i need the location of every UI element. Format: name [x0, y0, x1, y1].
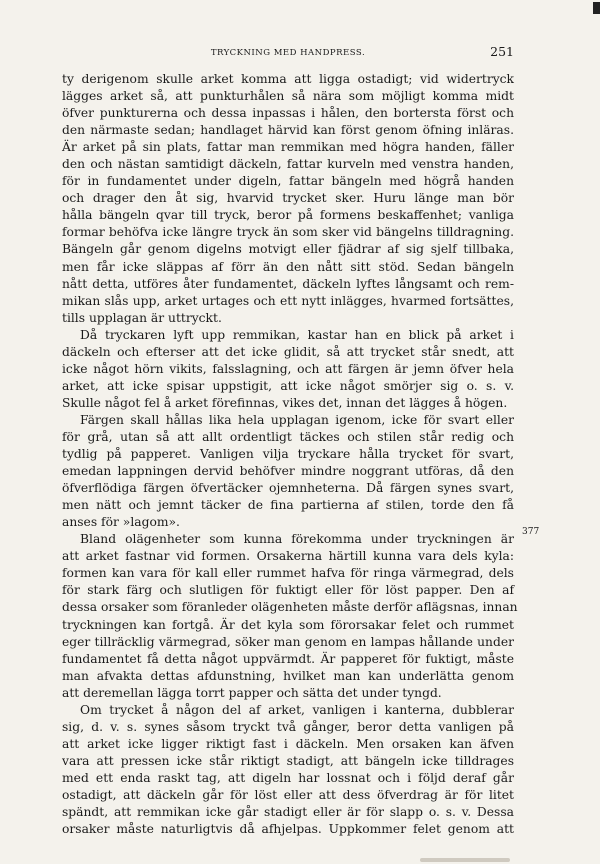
text-line: Då tryckaren lyft upp remmikan, kastar han en blick på arket i [80, 327, 514, 342]
text-line: för stark färg och slutligen för fuktigt eller för löst papper. Den af [62, 583, 514, 598]
running-title: TRYCKNING MED HANDPRESS. [210, 48, 366, 58]
margin-note: 377 [522, 527, 540, 537]
text-line: tryckningen kan fortgå. Är det kyla som förorsakar felet och rummet [62, 617, 514, 632]
text-line: arket, att icke spisar uppstigit, att icke något smörjer sig o. s. v. [62, 378, 514, 393]
text-line: sig, d. v. s. synes såsom tryckt två gånger, beror detta vanligen på [62, 719, 514, 734]
text-line: Bland olägenheter som kunna förekomma under tryckningen är [80, 532, 514, 547]
page-number: 251 [490, 44, 514, 59]
text-line: med ett enda raskt tag, att digeln har lossnat och i följd deraf går [62, 770, 514, 785]
text-line: att arket fastnar vid formen. Orsakerna härtill kunna vara dels kyla: [62, 549, 514, 564]
text-line: icke något hörn vikits, falsslagning, och att färgen är jemn öfver hela [62, 361, 514, 376]
text-line: anses för »lagom». [62, 515, 180, 530]
text-line: hålla bängeln qvar till tryck, beror på formens beskaffenhet; vanliga [62, 208, 514, 223]
text-line: öfver punkturerna och dessa inpassas i hålen, den bortersta först och [62, 106, 514, 121]
text-line: att deremellan lägga torrt papper och sätta det under tyngd. [62, 685, 442, 700]
text-line: fundamentet få detta något uppvärmdt. Är papperet för fuktigt, måste [62, 651, 514, 666]
text-line: nått detta, utföres åter fundamentet, däckeln lyftes långsamt och rem- [62, 276, 514, 291]
text-line: lägges arket så, att punkturhålen så nära som möjligt komma midt [62, 89, 514, 104]
text-line: den närmaste sedan; handlaget härvid kan först genom öfning inläras. [62, 123, 514, 138]
text-line: formen kan vara för kall eller rummet hafva för ringa värmegrad, dels [62, 566, 514, 581]
text-line: Är arket på sin plats, fattar man remmikan med högra handen, fäller [62, 140, 514, 155]
text-line: man afvakta dettas afdunstning, hvilket man kan underlätta genom [62, 668, 514, 683]
text-line: orsaker måste naturligtvis då afhjelpas. Uppkommer felet genom att [62, 822, 514, 837]
body-text [62, 71, 518, 838]
text-line: dessa orsaker som föranleder olägenheten måste derför aflägsnas, innan [62, 600, 518, 615]
text-line: att arket icke ligger riktigt fast i däckeln. Men orsaken kan äfven [62, 736, 514, 751]
text-line: Bängeln går genom digelns motvigt eller fjädrar af sig sjelf tillbaka, [62, 242, 514, 257]
text-line: Färgen skall hållas lika hela upplagan igenom, icke för svart eller [80, 412, 514, 427]
text-line: Skulle något fel å arket förefinnas, vikes det, innan det lägges å högen. [62, 395, 508, 410]
text-line: för grå, utan så att allt ordentligt täckes och stilen står redig och [62, 429, 514, 444]
text-line: formar behöfva icke längre tryck än som sker vid bängelns tilldragning. [62, 225, 514, 240]
text-line: och drager den åt sig, hvarvid trycket sker. Huru länge man bör [62, 191, 514, 206]
text-line: den och nästan samtidigt däckeln, fattar kurveln med venstra handen, [62, 157, 514, 172]
text-line: eger tillräcklig värmegrad, söker man genom en lampas hållande under [62, 634, 514, 649]
text-line: öfverflödiga färgen öfvertäcker ojemnheterna. Då färgen synes svart, [62, 481, 514, 496]
text-line: men nätt och jemnt täcker de fina partierna af stilen, torde den få [62, 498, 514, 513]
text-line: spändt, att remmikan icke går stadigt eller är för slapp o. s. v. Dessa [62, 805, 514, 820]
text-line: Om trycket å någon del af arket, vanligen i kanterna, dubblerar [80, 702, 514, 717]
page-header [62, 44, 514, 60]
text-line: ostadigt, att däckeln går för löst eller att dess öfverdrag är för litet [62, 787, 514, 802]
text-line: tills upplagan är uttryckt. [62, 310, 222, 325]
text-line: däckeln och efterser att det icke glidit, så att trycket står snedt, att [62, 344, 514, 359]
text-line: för in fundamentet under digeln, fattar bängeln med högrå handen [62, 174, 514, 189]
text-line: tydlig på papperet. Vanligen vilja tryckare hålla trycket för svart, [62, 447, 514, 462]
scan-artifact [593, 2, 600, 14]
text-line: emedan lappningen dervid behöfver mindre noggrant utföras, då den [62, 464, 514, 479]
text-line: ty derigenom skulle arket komma att ligga ostadigt; vid widertryck [62, 72, 514, 86]
text-line: mikan slås upp, arket urtages och ett nytt inlägges, hvarmed fortsättes, [62, 293, 514, 308]
scan-smudge [420, 858, 510, 862]
text-line: men får icke släppas af förr än den nått sitt stöd. Sedan bängeln [62, 259, 514, 274]
text-line: vara att pressen icke står riktigt stadigt, att bängeln icke tilldrages [62, 753, 514, 768]
